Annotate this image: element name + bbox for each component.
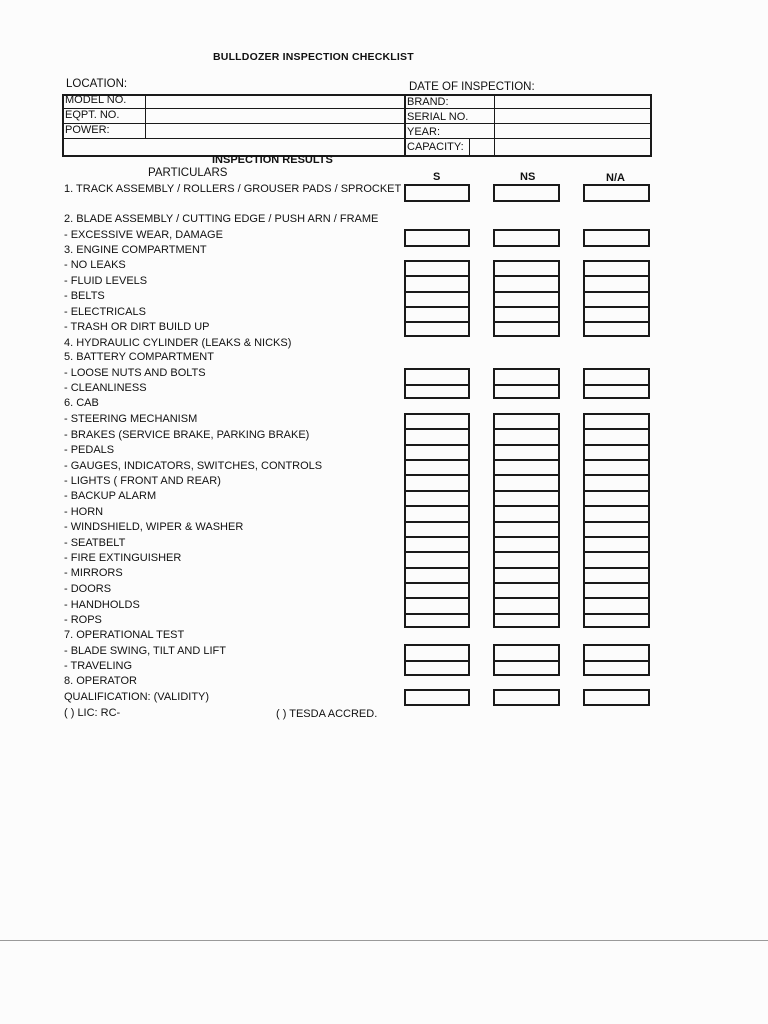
item-horn: - HORN — [64, 506, 104, 518]
checkbox-divider — [583, 321, 650, 323]
item-no-leaks: - NO LEAKS — [64, 259, 126, 271]
checkbox-divider — [583, 613, 650, 615]
item-blade-swing: - BLADE SWING, TILT AND LIFT — [64, 645, 226, 657]
item-windshield: - WINDSHIELD, WIPER & WASHER — [64, 521, 244, 533]
checkbox-divider — [404, 384, 470, 386]
checkbox-divider — [583, 582, 650, 584]
item-brakes: - BRAKES (SERVICE BRAKE, PARKING BRAKE) — [64, 429, 310, 441]
item-battery-compartment: 5. BATTERY COMPARTMENT — [64, 351, 214, 363]
checkbox-divider — [493, 474, 560, 476]
checkbox-divider — [583, 490, 650, 492]
checkbox-group-engine-compartment-s — [404, 260, 470, 337]
item-mirrors: - MIRRORS — [64, 567, 123, 579]
checkbox-divider — [493, 567, 560, 569]
checkbox-divider — [493, 306, 560, 308]
checkbox-divider — [493, 505, 560, 507]
checkbox-group-track-assembly-ns — [493, 184, 560, 202]
checkbox-divider — [583, 384, 650, 386]
checkbox-divider — [404, 428, 470, 430]
inspection-results-heading: INSPECTION RESULTS — [212, 154, 333, 166]
checkbox-divider — [583, 459, 650, 461]
item-fluid-levels: - FLUID LEVELS — [64, 275, 148, 287]
date-of-inspection-label: DATE OF INSPECTION: — [409, 81, 535, 93]
item-steering-mechanism: - STEERING MECHANISM — [64, 413, 198, 425]
particulars-label: PARTICULARS — [148, 167, 228, 179]
checkbox-divider — [583, 567, 650, 569]
checkbox-divider — [583, 521, 650, 523]
item-trash-dirt: - TRASH OR DIRT BUILD UP — [64, 321, 210, 333]
checkbox-divider — [583, 275, 650, 277]
checkbox-divider — [404, 321, 470, 323]
power-label: POWER: — [65, 124, 110, 136]
checkbox-group-excessive-wear-s — [404, 229, 470, 247]
brand-label: BRAND: — [407, 96, 449, 108]
checkbox-divider — [493, 613, 560, 615]
item-loose-nuts-bolts: - LOOSE NUTS AND BOLTS — [64, 367, 206, 379]
checkbox-divider — [583, 505, 650, 507]
checkbox-divider — [404, 582, 470, 584]
checkbox-group-operator-na — [583, 689, 650, 706]
license-label: ( ) LIC: RC- — [64, 707, 121, 719]
tesda-accred-label: ( ) TESDA ACCRED. — [276, 708, 378, 720]
checkbox-group-engine-compartment-na — [583, 260, 650, 337]
year-label: YEAR: — [407, 126, 441, 138]
checkbox-divider — [493, 582, 560, 584]
column-ns-header: NS — [520, 171, 536, 183]
checkbox-divider — [404, 306, 470, 308]
checkbox-divider — [493, 275, 560, 277]
checkbox-divider — [493, 521, 560, 523]
column-na-header: N/A — [606, 172, 625, 184]
item-hydraulic-cylinder: 4. HYDRAULIC CYLINDER (LEAKS & NICKS) — [64, 337, 292, 349]
checkbox-group-operator-ns — [493, 689, 560, 706]
checkbox-divider — [404, 444, 470, 446]
checkbox-divider — [493, 444, 560, 446]
document-title: BULLDOZER INSPECTION CHECKLIST — [213, 51, 414, 63]
item-rops: - ROPS — [64, 614, 102, 626]
checkbox-divider — [493, 597, 560, 599]
checkbox-divider — [404, 597, 470, 599]
serial-no-label: SERIAL NO. — [407, 111, 469, 123]
item-belts: - BELTS — [64, 290, 105, 302]
checkbox-divider — [583, 444, 650, 446]
item-lights: - LIGHTS ( FRONT AND REAR) — [64, 475, 221, 487]
checkbox-divider — [493, 428, 560, 430]
checkbox-divider — [493, 291, 560, 293]
item-cleanliness: - CLEANLINESS — [64, 382, 147, 394]
checkbox-divider — [404, 536, 470, 538]
item-handholds: - HANDHOLDS — [64, 599, 140, 611]
checkbox-divider — [404, 459, 470, 461]
checkbox-divider — [404, 291, 470, 293]
item-pedals: - PEDALS — [64, 444, 115, 456]
item-operator: 8. OPERATOR — [64, 675, 137, 687]
checkbox-divider — [493, 321, 560, 323]
checkbox-divider — [583, 291, 650, 293]
checkbox-divider — [404, 567, 470, 569]
checkbox-group-track-assembly-na — [583, 184, 650, 202]
checkbox-divider — [583, 428, 650, 430]
item-qualification: QUALIFICATION: (VALIDITY) — [64, 691, 210, 703]
item-traveling: - TRAVELING — [64, 660, 133, 672]
item-operational-test: 7. OPERATIONAL TEST — [64, 629, 185, 641]
item-track-assembly: 1. TRACK ASSEMBLY / ROLLERS / GROUSER PADS / SPROCKET — [64, 183, 402, 195]
item-seatbelt: - SEATBELT — [64, 537, 126, 549]
item-engine-compartment: 3. ENGINE COMPARTMENT — [64, 244, 207, 256]
checkbox-divider — [404, 275, 470, 277]
checkbox-group-excessive-wear-ns — [493, 229, 560, 247]
model-no-label: MODEL NO. — [65, 94, 127, 106]
location-label: LOCATION: — [66, 78, 128, 90]
checkbox-divider — [493, 384, 560, 386]
checkbox-divider — [404, 505, 470, 507]
checkbox-divider — [404, 551, 470, 553]
checkbox-divider — [583, 551, 650, 553]
column-s-header: S — [433, 171, 441, 183]
checkbox-divider — [493, 660, 560, 662]
checkbox-divider — [493, 551, 560, 553]
checkbox-divider — [583, 660, 650, 662]
checkbox-divider — [404, 521, 470, 523]
capacity-label: CAPACITY: — [407, 141, 464, 153]
checkbox-divider — [493, 459, 560, 461]
checkbox-divider — [493, 536, 560, 538]
equipment-info-table — [62, 94, 652, 157]
checkbox-divider — [404, 474, 470, 476]
eqpt-no-label: EQPT. NO. — [65, 109, 120, 121]
item-cab: 6. CAB — [64, 397, 99, 409]
item-doors: - DOORS — [64, 583, 112, 595]
checkbox-divider — [583, 474, 650, 476]
item-fire-extinguisher: - FIRE EXTINGUISHER — [64, 552, 182, 564]
checkbox-divider — [404, 490, 470, 492]
checkbox-divider — [404, 660, 470, 662]
checkbox-divider — [583, 597, 650, 599]
checkbox-divider — [583, 536, 650, 538]
checkbox-divider — [583, 306, 650, 308]
checkbox-divider — [404, 613, 470, 615]
checkbox-group-track-assembly-s — [404, 184, 470, 202]
item-excessive-wear: - EXCESSIVE WEAR, DAMAGE — [64, 229, 223, 241]
checkbox-divider — [493, 490, 560, 492]
item-gauges: - GAUGES, INDICATORS, SWITCHES, CONTROLS — [64, 460, 323, 472]
item-backup-alarm: - BACKUP ALARM — [64, 490, 157, 502]
item-blade-assembly: 2. BLADE ASSEMBLY / CUTTING EDGE / PUSH ARN / FRAME — [64, 213, 379, 225]
page-divider — [0, 940, 768, 941]
checkbox-group-operator-s — [404, 689, 470, 706]
checkbox-group-excessive-wear-na — [583, 229, 650, 247]
checkbox-group-engine-compartment-ns — [493, 260, 560, 337]
item-electricals: - ELECTRICALS — [64, 306, 146, 318]
